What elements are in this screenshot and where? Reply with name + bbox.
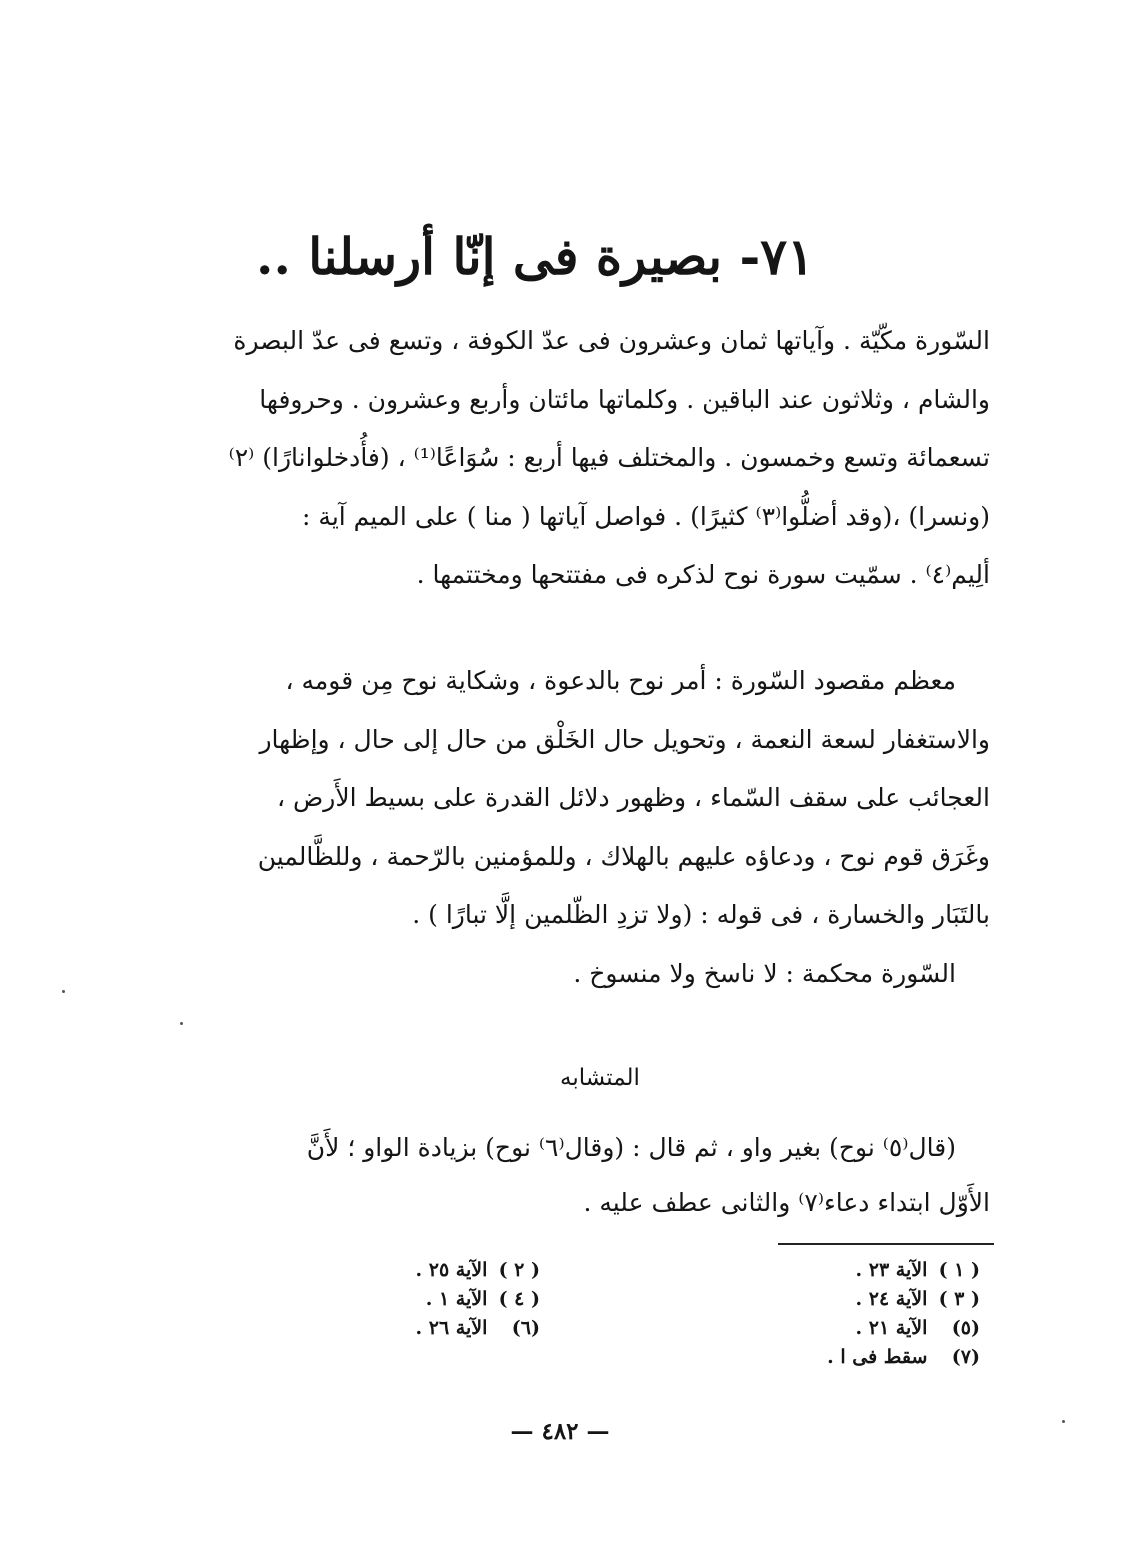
chapter-title: ٧١- بصيرة فى إنّا أرسلنا .. bbox=[256, 227, 814, 286]
text-line: العجائب على سقف السّماء ، وظهور دلائل القدرة على بسيط الأَرض ، bbox=[277, 783, 990, 812]
text-line: وغَرَق قوم نوح ، ودعاؤه عليهم بالهلاك ، وللمؤمنين بالرّحمة ، وللظَّالمين bbox=[257, 841, 990, 871]
footnotes-left-column bbox=[350, 1256, 540, 1343]
footnote-number: ( ١ ) bbox=[938, 1259, 980, 1281]
section-heading: المتشابه bbox=[560, 1065, 640, 1091]
footnote bbox=[350, 1314, 540, 1343]
footnote-number: (٧) bbox=[951, 1346, 980, 1368]
footnote-text: الآية ٢٦ . bbox=[415, 1317, 488, 1339]
mutashabih-paragraph bbox=[138, 1120, 990, 1230]
scan-speck bbox=[62, 990, 65, 993]
text-line: بالتَبَار والخسارة ، فى قوله : (ولا تزدِ الظّلمين إلَّا تبارًا ) . bbox=[412, 900, 990, 929]
text-line: تسعمائة وتسع وخمسون . والمختلف فيها أربع : سُوَاعًا⁽¹⁾ ، (فأُدخلوانارًا) ⁽٢⁾ bbox=[228, 443, 990, 472]
footnote-number: ( ٤ ) bbox=[498, 1288, 540, 1310]
footnote-number: ( ٢ ) bbox=[498, 1259, 540, 1281]
footnote-text: الآية ١ . bbox=[425, 1288, 488, 1310]
text-line: والاستغفار لسعة النعمة ، وتحويل حال الخَلْق من حال إلى حال ، وإظهار bbox=[259, 724, 990, 754]
footnote bbox=[350, 1256, 540, 1285]
text-line: السّورة مكّيّة . وآياتها ثمان وعشرون فى عدّ الكوفة ، وتسع فى عدّ البصرة bbox=[233, 326, 990, 355]
footnote-number: (٥) bbox=[951, 1317, 980, 1339]
footnote-text: الآية ٢٤ . bbox=[855, 1288, 928, 1310]
text-line: الأَوّل ابتداء دعاء⁽٧⁾ والثانى عطف عليه . bbox=[583, 1188, 990, 1217]
footnote-text: الآية ٢٣ . bbox=[855, 1259, 928, 1281]
text-line: (ونسرا) ،(وقد أضلُّوا⁽٣⁾ كثيرًا) . فواصل آياتها ( منا ) على الميم آية : bbox=[302, 501, 990, 531]
scan-speck bbox=[1062, 1420, 1065, 1423]
text-line: ألِيم⁽٤⁾ . سمّيت سورة نوح لذكره فى مفتتحها ومختتمها . bbox=[416, 560, 990, 589]
footnote-text: الآية ٢١ . bbox=[855, 1317, 928, 1339]
footnote-number: ( ٣ ) bbox=[938, 1288, 980, 1310]
footnote bbox=[780, 1256, 980, 1285]
footnote-number: (٦) bbox=[511, 1317, 540, 1339]
footnote bbox=[350, 1285, 540, 1314]
footnote-text: الآية ٢٥ . bbox=[415, 1259, 488, 1281]
page-number: — ٤٨٢ — bbox=[510, 1418, 610, 1445]
footnote bbox=[780, 1314, 980, 1343]
footnote-text: سقط فى ا . bbox=[827, 1346, 928, 1368]
purpose-paragraph bbox=[138, 652, 990, 1003]
text-line: السّورة محكمة : لا ناسخ ولا منسوخ . bbox=[573, 958, 956, 988]
intro-paragraph bbox=[138, 312, 990, 605]
text-line: (قال⁽٥⁾ نوح) بغير واو ، ثم قال : (وقال⁽٦⁾ نوح) بزيادة الواو ؛ لأَنَّ bbox=[306, 1133, 956, 1162]
text-line: معظم مقصود السّورة : أمر نوح بالدعوة ، وشكاية نوح مِن قومه ، bbox=[285, 666, 956, 695]
footnote bbox=[780, 1285, 980, 1314]
scan-speck bbox=[180, 1022, 183, 1025]
footnote-divider bbox=[778, 1243, 994, 1245]
text-line: والشام ، وثلاثون عند الباقين . وكلماتها مائتان وأربع وعشرون . وحروفها bbox=[259, 384, 990, 414]
footnote bbox=[780, 1343, 980, 1372]
footnotes-right-column bbox=[780, 1256, 980, 1372]
